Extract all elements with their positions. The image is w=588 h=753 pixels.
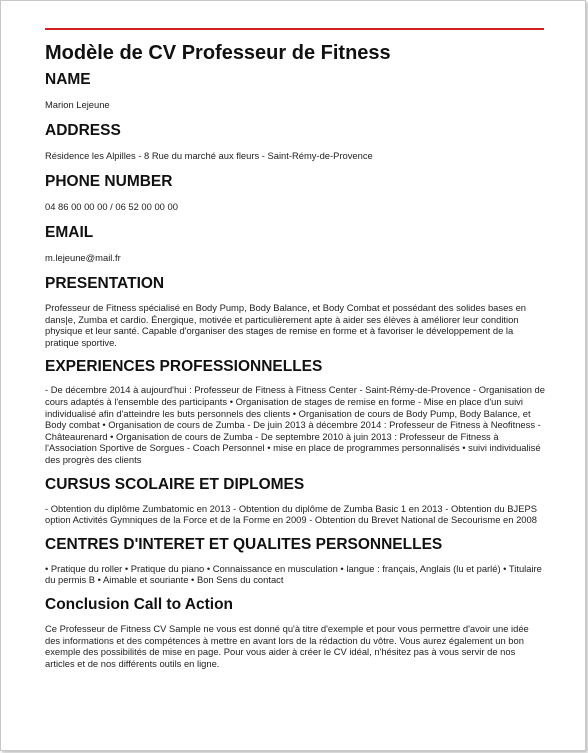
section-heading-presentation: PRESENTATION xyxy=(45,275,165,292)
section-heading-email: EMAIL xyxy=(45,224,94,241)
cursus-text: - Obtention du diplôme Zumbatomic en 2013 - Obtention du diplôme de Zumba Basic 1 en 2013 - Obtention du BJEPS option Activités Gymniques de la Force et de la Forme en 2009 - Obtention du Brevet National de Secourisme en 2008 xyxy=(45,502,537,526)
section-heading-phone: PHONE NUMBER xyxy=(45,173,173,190)
document-title: Modèle de CV Professeur de Fitness xyxy=(45,42,391,64)
section-heading-name: NAME xyxy=(45,71,91,88)
section-heading-experiences: EXPERIENCES PROFESSIONNELLES xyxy=(45,358,323,376)
conclusion-text: Ce Professeur de Fitness CV Sample ne vous est donné qu'à titre d'exemple et pour vous permettre d'avoir une idée des informations et des compétences à mettre en avant lors de la rédaction du vôtre. Vous aurez également un bon exemple des possibilités de mise en page. Pour vous aider à créer le CV idéal, n'hésitez pas à vous servir de nos articles et de nos différents outils en ligne. xyxy=(45,622,529,669)
section-heading-address: ADDRESS xyxy=(45,122,121,139)
interests-text: • Pratique du roller • Pratique du piano • Connaissance en musculation • langue : français, Anglais (lu et parlé) • Titulaire du permis B • Aimable et souriante • Bon Sens du contact xyxy=(45,562,542,586)
experiences-text: - De décembre 2014 à aujourd'hui : Professeur de Fitness à Fitness Center - Saint-Rémy-de-Provence - Organisation de cours adaptés à l'ensemble des participants • Organisation de stages de remise en forme - Mise en place d'un suivi individualisé afin d'atteindre les buts personnels des clients • Organisation de cours de Body Pump, Body Balance, et Body combat • Organisation de cours de Zumba - De juin 2013 à décembre 2014 : Professeur de Fitness à Neofitness - Châteaurenard • Organisation de cours de Zumba - De septembre 2010 à juin 2013 : Professeur de Fitness à l'Association Sportive de Sorgues - Coach Personnel • mise en place de programmes personnalisés • suivi individualisé des progrès des clients xyxy=(45,384,545,465)
email-value: m.lejeune@mail.fr xyxy=(45,252,121,263)
section-heading-cursus: CURSUS SCOLAIRE ET DIPLOMES xyxy=(45,475,305,493)
name-value: Marion Lejeune xyxy=(45,99,110,110)
section-heading-conclusion: Conclusion Call to Action xyxy=(45,595,234,613)
cv-content xyxy=(45,40,545,669)
section-heading-interests: CENTRES D'INTERET ET QUALITES PERSONNELLES xyxy=(45,535,443,553)
address-value: Résidence les Alpilles - 8 Rue du marché aux fleurs - Saint-Rémy-de-Provence xyxy=(45,150,373,161)
phone-value: 04 86 00 00 00 / 06 52 00 00 00 xyxy=(45,201,178,212)
presentation-text: Professeur de Fitness spécialisé en Body Pump, Body Balance, et Body Combat et possédant des solides bases en dans|e, Zumba et cardio. Énergique, motivée et particulièrement apte à aider ses élèves à améliorer leur condition physique et leur santé. Capable d'organiser des stages de remise en forme et à favoriser le développement de la pratique sportive. xyxy=(45,302,527,348)
title-accent-line xyxy=(45,28,544,30)
